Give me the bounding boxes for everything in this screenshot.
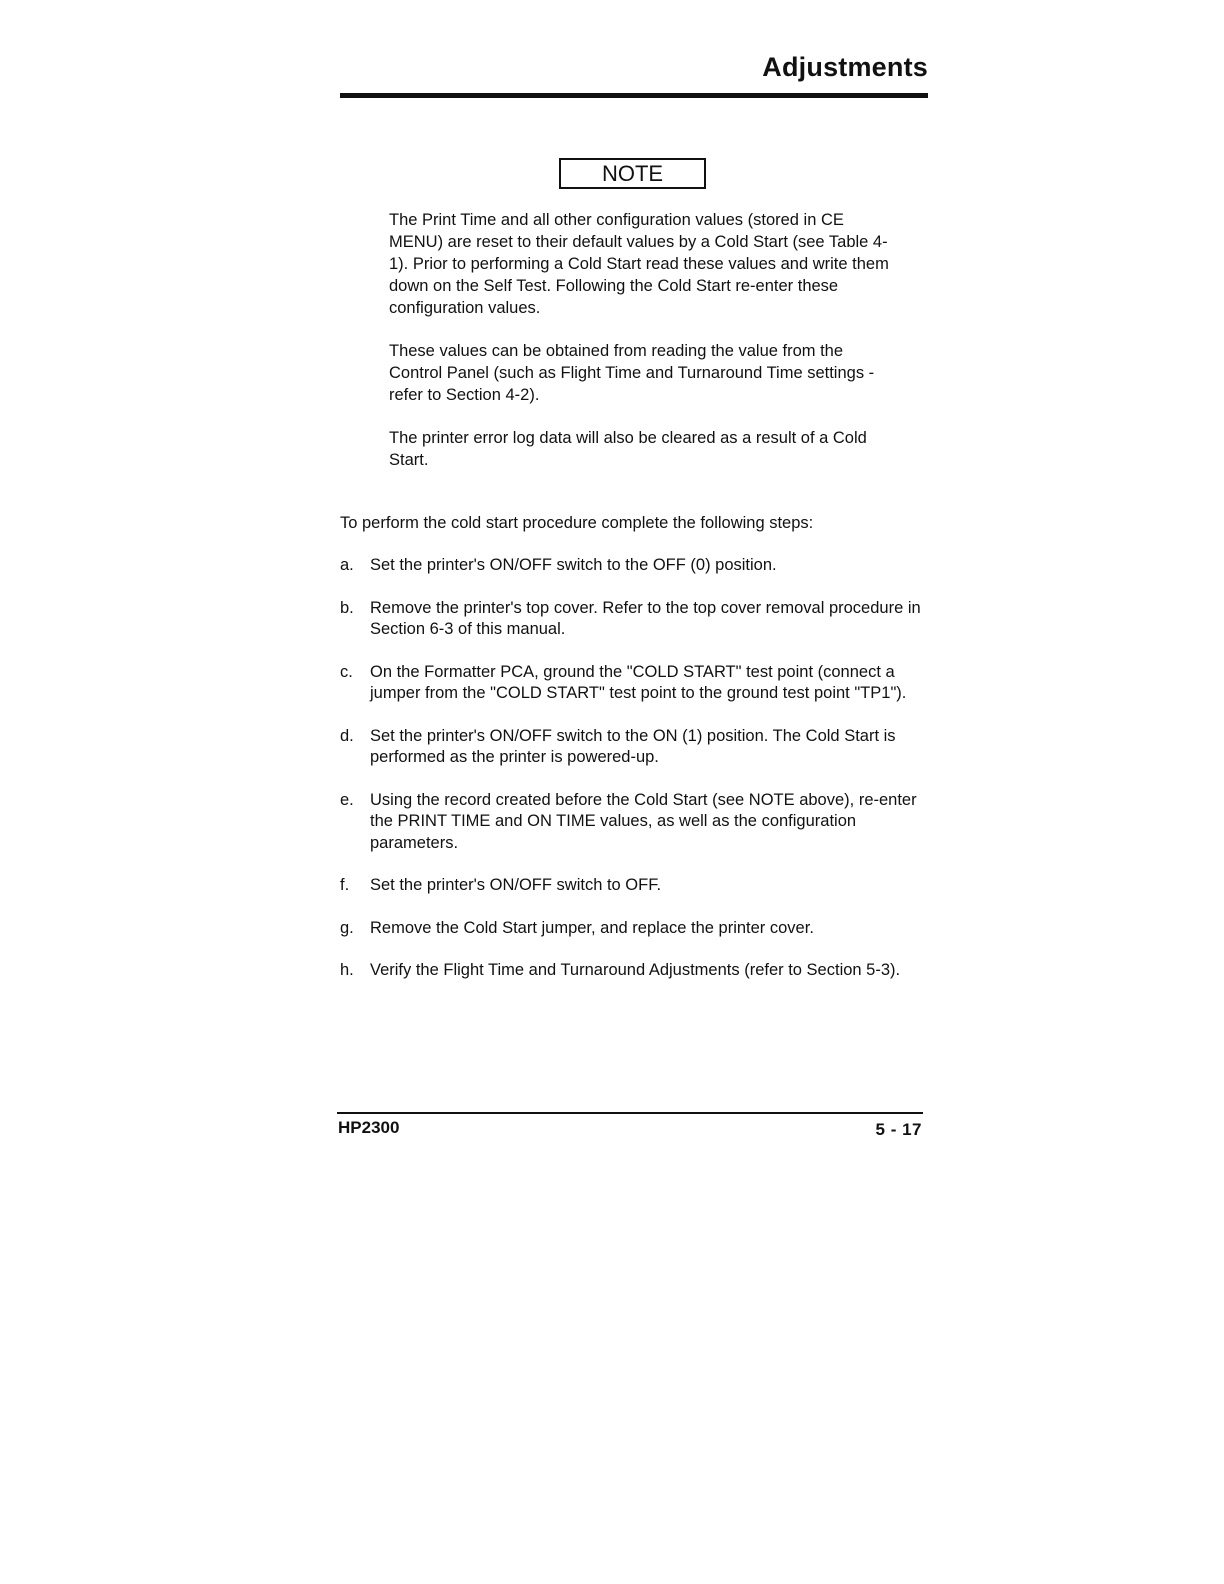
note-label-box: NOTE	[559, 158, 706, 189]
note-body	[389, 209, 899, 492]
step-letter: h.	[340, 961, 354, 979]
step-text: On the Formatter PCA, ground the "COLD START" test point (connect a jumper from the "COLD START" test point to the ground test point "TP1").	[370, 662, 907, 702]
procedure-step	[340, 960, 925, 982]
procedure-step	[340, 790, 925, 855]
procedure-step	[340, 726, 925, 769]
note-paragraph: The Print Time and all other configuration values (stored in CE MENU) are reset to their default values by a Cold Start (see Table 4-1). Prior to performing a Cold Start read these values and write them down on the Self Test. Following the Cold Start re-enter these configuration values.	[389, 211, 889, 317]
step-text: Using the record created before the Cold Start (see NOTE above), re-enter the PRINT TIME and ON TIME values, as well as the configuration parameters.	[370, 790, 917, 852]
footer-rule	[337, 1112, 923, 1114]
step-letter: f.	[340, 876, 350, 894]
footer-page-number: 5 - 17	[875, 1120, 922, 1139]
procedure-intro: To perform the cold start procedure complete the following steps:	[340, 514, 814, 532]
step-text: Verify the Flight Time and Turnaround Adjustments (refer to Section 5-3).	[370, 961, 901, 979]
step-letter: e.	[340, 790, 354, 809]
step-text: Set the printer's ON/OFF switch to OFF.	[370, 876, 662, 894]
step-text: Set the printer's ON/OFF switch to the ON (1) position. The Cold Start is performed as the printer is powered-up.	[370, 726, 896, 766]
procedure-step	[340, 598, 925, 641]
note-paragraph: The printer error log data will also be cleared as a result of a Cold Start.	[389, 429, 867, 469]
step-text: Remove the Cold Start jumper, and replace the printer cover.	[370, 918, 814, 937]
step-letter: a.	[340, 556, 354, 574]
procedure-step	[340, 662, 925, 705]
procedure-step	[340, 875, 925, 897]
step-letter: b.	[340, 598, 354, 617]
step-text: Set the printer's ON/OFF switch to the OFF (0) position.	[370, 556, 777, 574]
procedure-step	[340, 918, 925, 940]
procedure-steps	[340, 555, 925, 1003]
note-paragraph: These values can be obtained from reading the value from the Control Panel (such as Flight Time and Turnaround Time settings - refer to Section 4-2).	[389, 342, 875, 404]
step-letter: g.	[340, 918, 354, 937]
step-letter: c.	[340, 662, 353, 681]
procedure-step	[340, 555, 925, 577]
header-rule	[340, 93, 928, 98]
step-text: Remove the printer's top cover. Refer to the top cover removal procedure in Section 6-3 of this manual.	[370, 598, 921, 638]
page-section-title: Adjustments	[762, 52, 928, 82]
step-letter: d.	[340, 726, 354, 745]
footer-product-name: HP2300	[338, 1118, 400, 1137]
